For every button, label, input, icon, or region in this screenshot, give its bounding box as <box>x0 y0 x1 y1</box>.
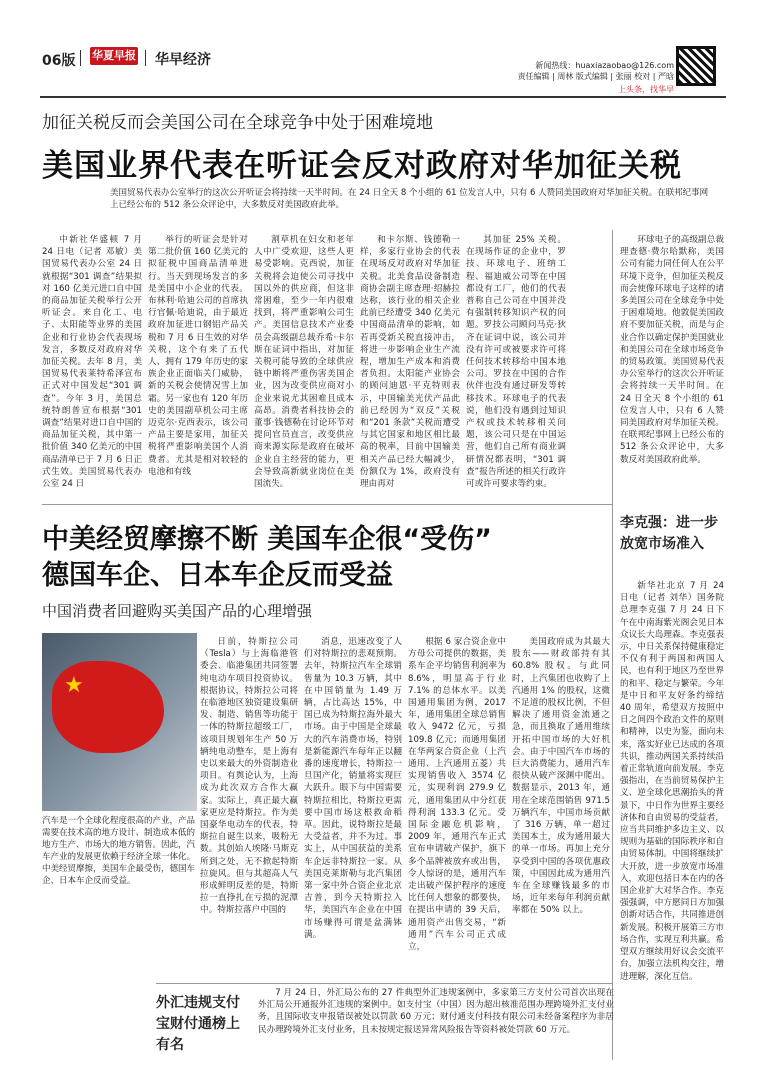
article1-column: 其加征 25% 关税。在现场作证的企业中，罗技、环球电子、班纳工程、福迪威公司等在中国都设有工厂，他们的代表普称自己公司在中国并没有强制转移知识产权的问题。罗技公司顾问马克·狄齐在证词中说，该公司并没有许可或被要求许可将任何技术转移给中国本地公司。罗技在中国的合作伙伴也没有通过研发等转移技术。环球电子的代表说，他们没有遇到过知识产权或技术转移相关问题，该公司只是在中国运营，他们自己所有商业调研情况都表明，“301 调查”报告所述的相关行政许可或许可要求等约束。 <box>466 235 566 490</box>
section-divider <box>42 504 612 505</box>
news-hotline: 新闻热线：huaxiazaobao@126.com <box>535 61 674 70</box>
column-rule <box>612 230 613 1060</box>
article1-column: 环球电子的高级副总裁理查德·费尔哈默称，美国公司有能力同任何人在公平环境下竞争，但加征关税反而会使像环球电子这样的诸多美国公司在全球竞争中处于困难境地。他敦促美国政府不要加征关税，而是与企业合作以确定保护美国就业和美国公司在全球市场竞争的贸易政策。美国贸易代表办公室举行的这次公开听证会将持续一天半时间。在 24 日全天 8 个小组的 61 位发言人中，只有 6 人赞同美国政府对华加征关税。在联邦纪事网上已经公布的 512 条公众评论中，大多数反对美国政府此举。 <box>620 235 724 465</box>
article1-column: 和卡尔斯、钱德勒一样，多家行业协会的代表在现场反对政府对华加征关税。北美食品设备制造商协会副主席查理·绍赫拉达称，该行业的相关企业此前已经遭受 340 亿美元中国商品清单的影响，如若再受新关税直接冲击，将进一步影响企业生产流程，增加生产成本和消费者负担。太阳能产业协会的顾问迪恩·平克特则表示，中国输美光伏产品此前已经因为“双反”关税和“201 条款”关税而遭受与其它国家和地区相比最高的税率，目前中国输美相关产品已经大幅减少，份额仅为 1%，政府没有理由再对 <box>360 235 460 490</box>
flag-photo <box>42 633 197 811</box>
article2-column: 美国政府成为其最大股东——财政部持有其 60.8% 股权。与此同时，上汽集团也收购了上汽通用 1% 的股权，这微不足道的股权比例，不但解决了通用资金流通之急，而且换取了通用维续开拓中国市场的大好机会。由于中国汽车市场的巨大消费能力，通用汽车很快从破产深渊中爬出。数据显示，2013 年，通用在全球范围销售 971.5 万辆汽车，中国市场贡献了 316 万辆，单一超过美国本土，成为通用最大的单一市场。再加上充分享受到中国的各项优惠政策，中国因此成为通用汽车在全球赚钱最多的市场，近年来每年利润贡献率都在 50% 以上。 <box>512 637 610 916</box>
article2-headline-line1: 中美经贸摩擦不断 美国车企很“受伤” <box>42 524 492 555</box>
article1-column: 举行的听证会是针对第二批价值 160 亿美元的拟征税中国商品清单进行。当天到现场发言的多是美国中小企业的代表。布林利·哈迪公司的首席执行官佩·哈迪说，由于最近政府加征进口钢铝产品关税和 7 月 6 日生效的对华关税，这个有来了五代人、拥有 179 年历史的家族企业正面临关门威胁，新的关税会使情况雪上加霜。另一家也有 120 年历史的美国副草机公司主席迈克尔·克西表示，该公司产品主要是家用，加征关税将严重影响美国个人消费者。尤其是相对较轻的电池和有线 <box>148 235 248 477</box>
article1-column: 割草机在妇女和老年人中广受欢迎，这些人更易受影响。克西说，加征关税将会迫使公司寻找中国以外的供应商，但这非常困难，至少一年内很难找到，将严重影响公司生产。美国信息技术产业委员会高级副总裁乔希·卡尔斯在证词中指出，对加征关税可能导致的全球供应链中断将严重伤害美国企业，因为改变供应商对小企业来说尤其困难且成本高昂。消费者科技协会的董事·钱德勒在讨论环节对提问官员直言，改变供应商来源实际是政府在破坏企业自主经营的能力，更会导致高新就业岗位在美国流失。 <box>254 235 354 490</box>
qr-code-icon[interactable] <box>676 46 716 86</box>
photo-caption: 汽车是一个全球化程度很高的产业，产品需要在技术高的地方设计、制造成本低的地方生产、市场大的地方销售。因此，汽车产业的发展更依赖于经济全球一体化。中美经贸摩擦，美国车企最受伤，德国车企、日本车企反而受益。 <box>42 816 196 886</box>
article3-title: 李克强：进一步放宽市场准入 <box>620 515 718 552</box>
newspaper-logo: 华夏早报 <box>90 47 138 65</box>
page-number: 06版 <box>42 53 76 69</box>
section-divider <box>156 983 612 984</box>
section-name: 华早经济 <box>155 52 211 68</box>
article3-body: 新华社北京 7 月 24 日电（记者 刘华）国务院总理李克强 7 月 24 日下午在中南海紫光阁会见日本众议长大岛理森。李克强表示，中日关系保持健康稳定不仅有利于两国和两国人民，也有利于地区乃至世界的和平、稳定与繁荣。今年是中日和平友好条约缔结 40 周年，希望双方按照中日之间四个政治文件的原则和精神，以史为鉴，面向未来，落实好业已达成的各项共识，推动两国关系持续沿着正常轨道向前发展。李克强指出，在当前贸易保护主义、逆全球化思潮抬头的背景下，中日作为世界主要经济体和自由贸易的受益者，应当共同维护多边主义、以规则为基础的国际秩序和自由贸易体制。中国将继续扩大开放，进一步放宽市场准入，欢迎包括日本在内的各国企业扩大对华合作。李克强强调，中方愿同日方加强创新对话合作，共同推进创新发展。积极开展第三方市场合作，实现互利共赢。希望双方继续用好议会交流平台，加强立法机构交往，增进理解，深化互信。 <box>620 581 724 982</box>
article1-column: 中新社华盛顿 7 月 24 日电（记者 邓敏）美国贸易代表办公室 24 日就根据“301 调查”结果拟对 160 亿美元进口自中国的商品加征关税举行公开听证会。来自化工、电子、太阳能等业界的美国企业和行业协会代表现场发言，多数反对政府对华加征关税。去年 8 月，美国贸易代表莱特希泽宣布正式对中国发起“301 调查”。今年 3 月，美国总统特朗普宣布根据“301 调查”结果对进口自中国的商品加征关税，其中第一批价值 340 亿美元的中国商品清单已于 7 月 6 日正式生效。美国贸易代表办公室 24 日 <box>42 235 142 490</box>
header-rule <box>40 96 726 98</box>
article2-column: 根据 6 家合资企业中方母公司提供的数据，美系车企平均销售利润率为 8.6%，明显高于行业 7.1% 的总体水平。以美国通用集团为例，2017 年，通用集团全球总销售收入 9472 亿元，亏损 109.8 亿元；而通用集团在华两家合资企业（上汽通用、上汽通用五菱）共实现销售收入 3574 亿元，实现利润 279.9 亿元，通用集团从中分红获得利润 133.3 亿元。受国际金融危机影响，2009 年，通用汽车正式宣布申请破产保护，旗下多个品牌被放弃或出售，令人惊讶的是，通用汽车走出破产保护程序的速度比任何人想象的都要快，在提出申请的 39 天后，通用资产出售交易，“新通用”汽车公司正式成立， <box>408 637 506 953</box>
article2-column: 日前，特斯拉公司（Tesla）与上海临港管委会、临港集团共同签署纯电动车项目投资协议。根据协议，特斯拉公司将在临港地区独资建设集研发、制造、销售等功能于一体的特斯拉超级工厂，该项目规划年生产 50 万辆纯电动整车，是上海有史以来最大的外资制造业项目。有舆论认为，上海成为此次双方合作大赢家。实际上，真正最大赢家更应是特斯拉。作为美国豪华电动车的代表，特斯拉自诞生以来，吸粉无数。其创始人埃隆·马斯克所到之处，无不掀起特斯拉旋风。但与其超高人气形成鲜明反差的是，特斯拉一直挣扎在亏损的泥潭中。特斯拉落户中国的 <box>200 637 298 916</box>
article2-subhead: 中国消费者回避购买美国产品的心理增强 <box>42 602 313 620</box>
article2-headline-line2: 德国车企、日本车企反而受益 <box>42 560 393 591</box>
editor-credits: 责任编辑 | 周林 版式编辑 | 张丽 校对 | 严晗 <box>517 72 674 81</box>
article1-lead: 美国贸易代表办公室举行的这次公开听证会将持续一天半时间。在 24 日全天 8 个小组的 61 位发言人中，只有 6 人赞同美国政府对华加征关税。在联邦纪事网上已经公布的 512 条公众评论中，大多数反对美国政府此举。 <box>110 188 709 210</box>
article4-body: 7 月 24 日，外汇局公布的 27 件典型外汇违规案例中，多家第三方支付公司首次出现在外汇局公开通报外汇违规的案例中。如支付宝（中国）因为超出核准范围办理跨境外汇支付业务，且国际收支申报错误被处以罚款 60 万元；财付通支付科技有限公司未经备案程序为非居民办理跨境外汇支付业务，且未按规定报送异常风险报告等资料被处罚款 60 万元。 <box>258 988 614 1035</box>
header-info <box>518 60 674 82</box>
article4-title: 外汇违规支付宝财付通榜上有名 <box>156 995 240 1053</box>
article2-column: 消息，迅速改变了人们对特斯拉的悲观预期。去年，特斯拉汽车全球销售量为 10.3 万辆，其中在中国销量为 1.49 万辆，占比高达 15%，中国已成为特斯拉海外最大市场。由于中国是全球最大的汽车消费市场，特别是新能源汽车每年正以翻番的速度增长，特斯拉一旦国产化，销量将实现巨大跃升。眼下与中国需要特斯拉相比，特斯拉更需要中国市场这根救命稻草。因此，说特斯拉是最大受益者，并不为过。事实上，从中国获益的美系车企远非特斯拉一家。从美国克莱斯勒与北汽集团第一家中外合资企业北京吉普，到今天特斯拉入华，美国汽车企业在中国市场赚得可谓是盆满钵满。 <box>304 637 402 940</box>
divider <box>80 50 81 66</box>
divider <box>145 50 146 66</box>
article1-subhead: 加征关税反而会美国公司在全球竞争中处于困难境地 <box>42 113 433 133</box>
header-slogan: 上头条，找华早 <box>618 85 674 94</box>
article2-headline <box>42 522 492 594</box>
star-icon: ★ <box>64 673 84 698</box>
page-header <box>0 0 766 92</box>
article1-headline: 美国业界代表在听证会反对政府对华加征关税 <box>42 148 682 184</box>
